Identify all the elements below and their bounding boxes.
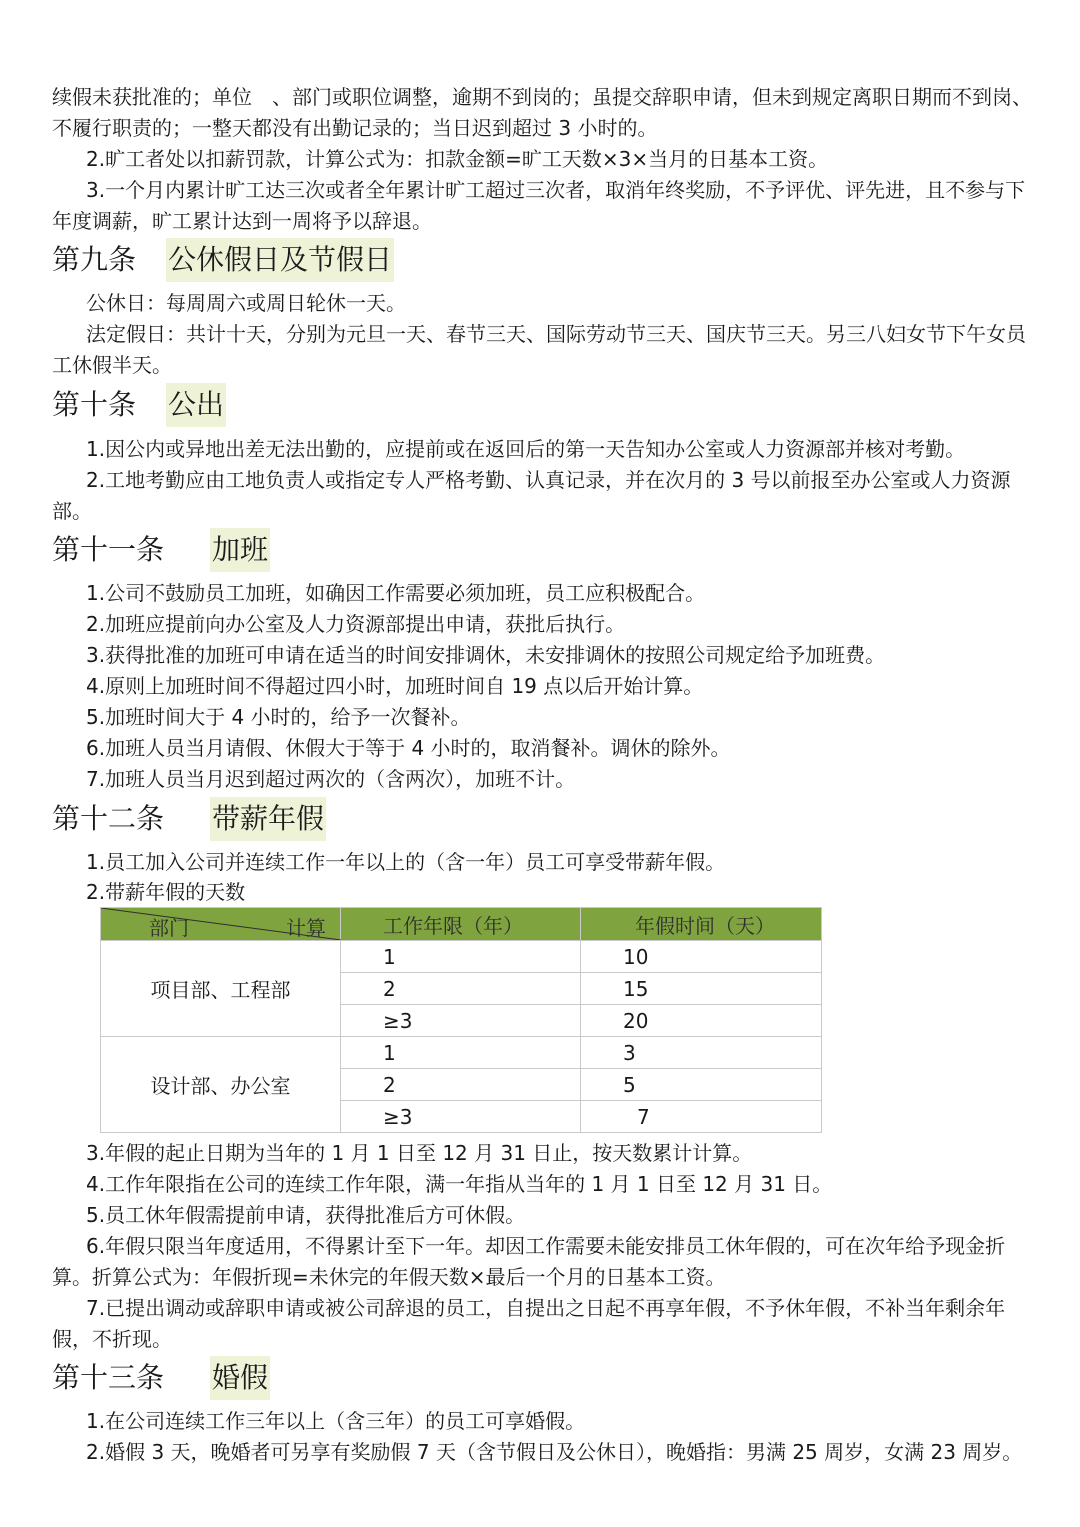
header-years: 工作年限（年）: [341, 908, 581, 941]
header-calc-label: 计算: [286, 916, 326, 940]
article-title: 加班: [210, 528, 270, 572]
years-cell: 1: [341, 1037, 581, 1069]
header-dept-label: 部门: [149, 916, 189, 940]
header-days: 年假时间（天）: [581, 908, 822, 941]
article-13-heading: [52, 1356, 269, 1400]
article-12-heading: [52, 797, 325, 841]
paragraph-absence-dismissal: 3.一个月内累计旷工达三次或者全年累计旷工超过三次者，取消年终奖励，不予评优、评先进，且不参与下年度调薪，旷工累计达到一周将予以辞退。: [52, 178, 1026, 233]
list-item: 2.加班应提前向办公室及人力资源部提出申请，获批后执行。: [86, 612, 626, 636]
paragraph-absence-cases: 续假未获批准的；单位 、部门或职位调整，逾期不到岗的；虽提交辞职申请，但未到规定离职日期而不到岗、不履行职责的；一整天都没有出勤记录的；当日迟到超过 3 小时的。: [52, 85, 1032, 140]
table-row: [101, 941, 822, 973]
days-cell: 15: [581, 973, 822, 1005]
paragraph-annual-leave-days: 2.带薪年假的天数: [86, 880, 246, 904]
days-cell: 7: [581, 1101, 822, 1133]
article-title: 公出: [166, 383, 226, 427]
list-item: 6.加班人员当月请假、休假大于等于 4 小时的，取消餐补。调休的除外。: [86, 736, 731, 760]
paragraph-resignation-forfeit: 7.已提出调动或辞职申请或被公司辞退的员工，自提出之日起不再享年假，不予休年假，不补当年剩余年假，不折现。: [52, 1296, 1006, 1351]
list-item: 5.加班时间大于 4 小时的，给予一次餐补。: [86, 705, 471, 729]
annual-leave-table: [100, 907, 822, 1133]
years-cell: ≥3: [341, 1005, 581, 1037]
days-cell: 10: [581, 941, 822, 973]
list-item: 3.获得批准的加班可申请在适当的时间安排调休，未安排调休的按照公司规定给予加班费。: [86, 643, 886, 667]
years-cell: 2: [341, 973, 581, 1005]
paragraph-apply-in-advance: 5.员工休年假需提前申请，获得批准后方可休假。: [86, 1203, 526, 1227]
paragraph-marriage-eligibility: 1.在公司连续工作三年以上（含三年）的员工可享婚假。: [86, 1409, 586, 1433]
days-cell: 20: [581, 1005, 822, 1037]
table-header-row: [101, 908, 822, 941]
years-cell: 2: [341, 1069, 581, 1101]
article-number: 第十二条: [52, 802, 165, 835]
article-11-heading: [52, 528, 269, 572]
paragraph-annual-leave-eligibility: 1.员工加入公司并连续工作一年以上的（含一年）员工可享受带薪年假。: [86, 850, 726, 874]
article-10-heading: [52, 383, 225, 427]
paragraph-leave-period: 3.年假的起止日期为当年的 1 月 1 日至 12 月 31 日止，按天数累计计算。: [86, 1141, 753, 1165]
paragraph-business-trip: 1.因公内或异地出差无法出勤的，应提前或在返回后的第一天告知办公室或人力资源部并核对考勤。: [86, 437, 966, 461]
table-row: [101, 1037, 822, 1069]
article-number: 第十三条: [52, 1361, 165, 1394]
article-9-heading: [52, 238, 393, 282]
days-cell: 3: [581, 1037, 822, 1069]
paragraph-absence-penalty: 2.旷工者处以扣薪罚款，计算公式为：扣款金额=旷工天数×3×当月的日基本工资。: [86, 147, 829, 171]
years-cell: 1: [341, 941, 581, 973]
paragraph-marriage-days: 2.婚假 3 天，晚婚者可另享有奖励假 7 天（含节假日及公休日），晚婚指：男满 25 周岁，女满 23 周岁。: [86, 1440, 1023, 1464]
list-item: 7.加班人员当月迟到超过两次的（含两次），加班不计。: [86, 767, 576, 791]
years-cell: ≥3: [341, 1101, 581, 1133]
article-number: 第九条: [52, 243, 137, 276]
article-number: 第十一条: [52, 533, 165, 566]
paragraph-site-attendance: 2.工地考勤应由工地负责人或指定专人严格考勤、认真记录，并在次月的 3 号以前报至办公室或人力资源部。: [52, 468, 1011, 523]
dept-cell: 设计部、办公室: [101, 1037, 341, 1133]
article-number: 第十条: [52, 388, 137, 421]
dept-cell: 项目部、工程部: [101, 941, 341, 1037]
paragraph-no-carryover: 6.年假只限当年度适用，不得累计至下一年。却因工作需要未能安排员工休年假的，可在次年给予现金折算。折算公式为：年假折现=未休完的年假天数×最后一个月的日基本工资。: [52, 1234, 1006, 1289]
paragraph-weekly-rest: 公休日：每周周六或周日轮休一天。: [86, 291, 406, 315]
list-item: 4.原则上加班时间不得超过四小时，加班时间自 19 点以后开始计算。: [86, 674, 704, 698]
header-dept-calc-cell: [101, 908, 341, 941]
paragraph-statutory-holidays: 法定假日：共计十天，分别为元旦一天、春节三天、国际劳动节三天、国庆节三天。另三八妇女节下午女员工休假半天。: [52, 322, 1026, 377]
paragraph-service-years: 4.工作年限指在公司的连续工作年限，满一年指从当年的 1 月 1 日至 12 月 31 日。: [86, 1172, 833, 1196]
article-title: 婚假: [210, 1356, 270, 1400]
days-cell: 5: [581, 1069, 822, 1101]
list-item: 1.公司不鼓励员工加班，如确因工作需要必须加班，员工应积极配合。: [86, 581, 706, 605]
article-title: 带薪年假: [210, 797, 326, 841]
article-title: 公休假日及节假日: [166, 238, 394, 282]
